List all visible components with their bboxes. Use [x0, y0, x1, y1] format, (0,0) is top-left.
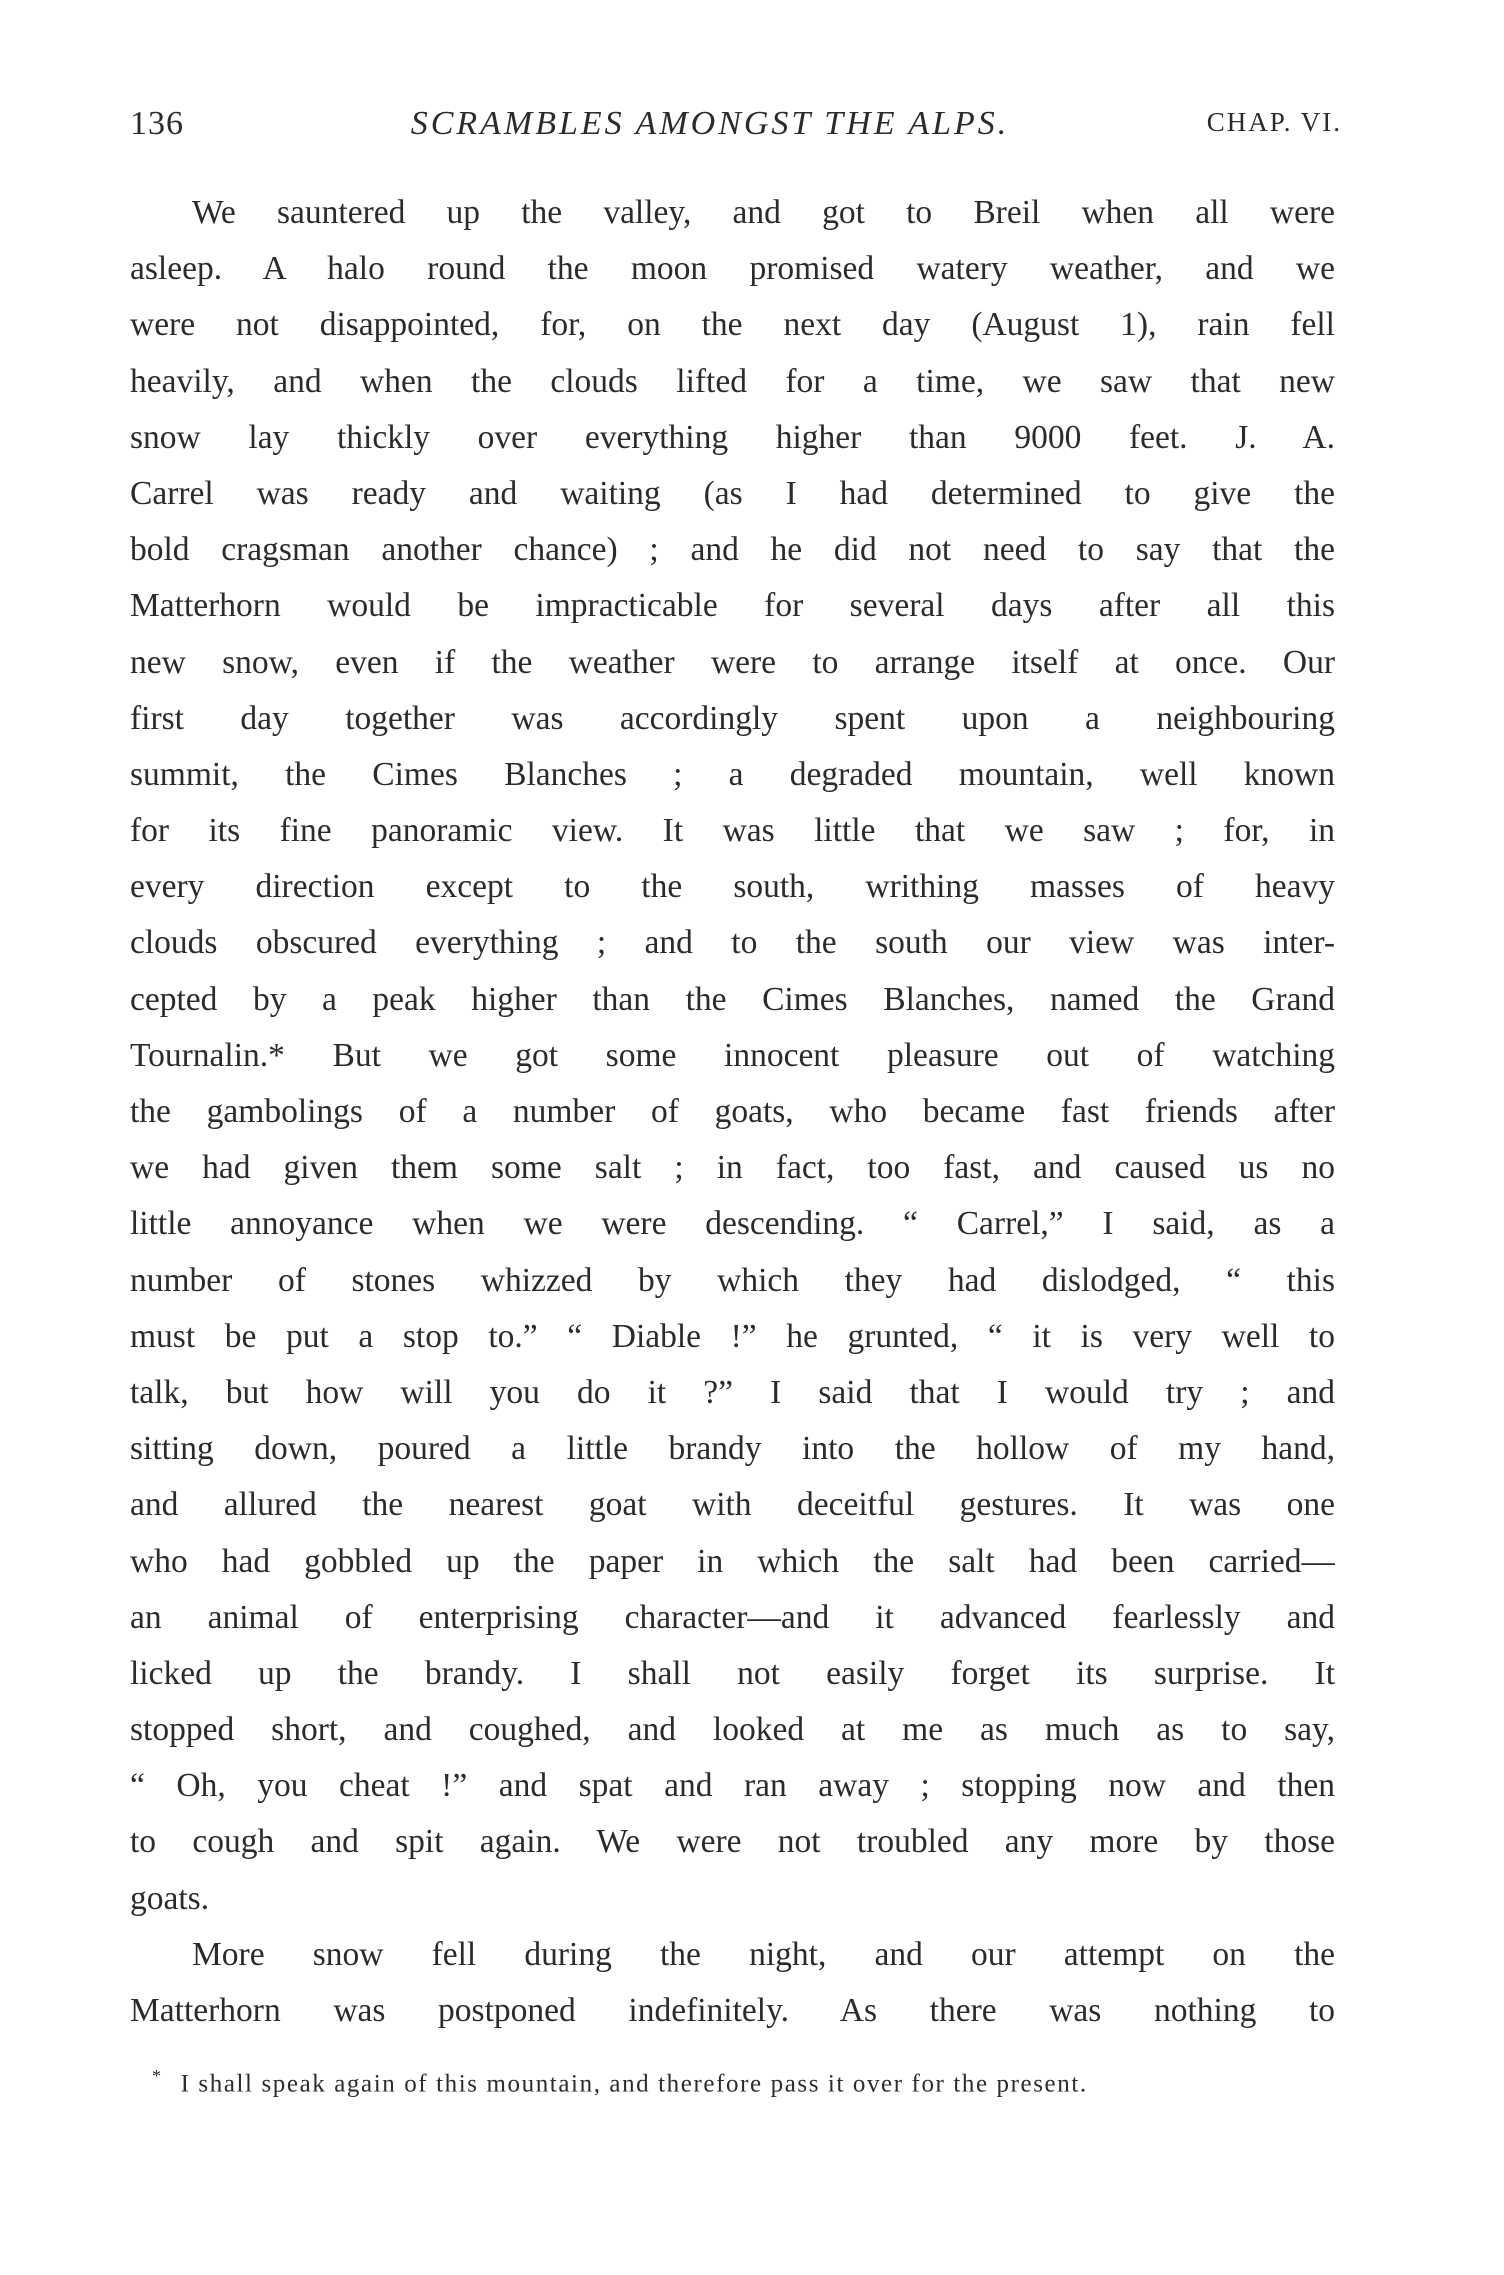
text-line: goats. [130, 1879, 210, 1917]
text-line: heavily, and when the clouds lifted for a time, we saw that new [130, 362, 1335, 400]
text-line: to cough and spit again. We were not troubled any more by those [130, 1823, 1335, 1861]
footnote-mark: * [152, 2066, 163, 2086]
text-line: snow lay thickly over everything higher than 9000 feet. J. A. [130, 418, 1335, 456]
text-line: and allured the nearest goat with deceitful gestures. It was one [130, 1486, 1335, 1524]
text-line: Matterhorn would be impracticable for several days after all this [130, 587, 1335, 625]
text-line: sitting down, poured a little brandy into the hollow of my hand, [130, 1430, 1335, 1468]
text-line: cepted by a peak higher than the Cimes Blanches, named the Grand [130, 980, 1335, 1018]
text-line: bold cragsman another chance) ; and he did not need to say that the [130, 531, 1335, 569]
footnote-text: I shall speak again of this mountain, and therefore pass it over for the present. [180, 2070, 1088, 2098]
text-line: first day together was accordingly spent upon a neighbouring [130, 699, 1335, 737]
paragraph-2 [130, 1927, 1335, 2039]
text-line: an animal of enterprising character—and it advanced fearlessly and [130, 1598, 1335, 1636]
text-line: must be put a stop to.” “ Diable !” he grunted, “ it is very well to [130, 1317, 1335, 1355]
page-header [130, 105, 1342, 155]
text-line: asleep. A halo round the moon promised watery weather, and we [130, 250, 1335, 288]
page-number: 136 [130, 105, 184, 142]
text-line: “ Oh, you cheat !” and spat and ran away ; stopping now and then [130, 1767, 1335, 1805]
text-line: Matterhorn was postponed indefinitely. As there was nothing to [130, 1992, 1335, 2029]
running-title: SCRAMBLES AMONGST THE ALPS. [410, 105, 1010, 142]
footnote [152, 2066, 1342, 2098]
text-line: Carrel was ready and waiting (as I had determined to give the [130, 474, 1335, 512]
text-line: licked up the brandy. I shall not easily forget its surprise. It [130, 1654, 1335, 1692]
text-line: every direction except to the south, writhing masses of heavy [130, 868, 1335, 906]
text-line: we had given them some salt ; in fact, too fast, and caused us no [130, 1149, 1335, 1187]
text-line: stopped short, and coughed, and looked at me as much as to say, [130, 1711, 1335, 1749]
text-line: who had gobbled up the paper in which the salt had been carried— [130, 1542, 1335, 1580]
chapter-label: CHAP. VI. [1206, 107, 1342, 137]
text-line: clouds obscured everything ; and to the south our view was inter- [130, 924, 1335, 962]
text-line: the gambolings of a number of goats, who became fast friends after [130, 1093, 1335, 1130]
text-line: talk, but how will you do it ?” I said that I would try ; and [130, 1373, 1335, 1411]
text-line: summit, the Cimes Blanches ; a degraded mountain, well known [130, 755, 1335, 793]
text-line: for its fine panoramic view. It was little that we saw ; for, in [130, 812, 1335, 850]
paragraph-1 [130, 185, 1335, 1927]
text-line: number of stones whizzed by which they had dislodged, “ this [130, 1261, 1335, 1299]
text-line: were not disappointed, for, on the next day (August 1), rain fell [130, 306, 1335, 344]
text-line: new snow, even if the weather were to arrange itself at once. Our [130, 643, 1335, 681]
text-line: Tournalin.* But we got some innocent pleasure out of watching [130, 1036, 1335, 1074]
text-line: We sauntered up the valley, and got to Breil when all were [192, 194, 1335, 231]
body-text [130, 185, 1335, 2039]
text-line: More snow fell during the night, and our attempt on the [192, 1935, 1335, 1973]
text-line: little annoyance when we were descending. “ Carrel,” I said, as a [130, 1205, 1335, 1243]
